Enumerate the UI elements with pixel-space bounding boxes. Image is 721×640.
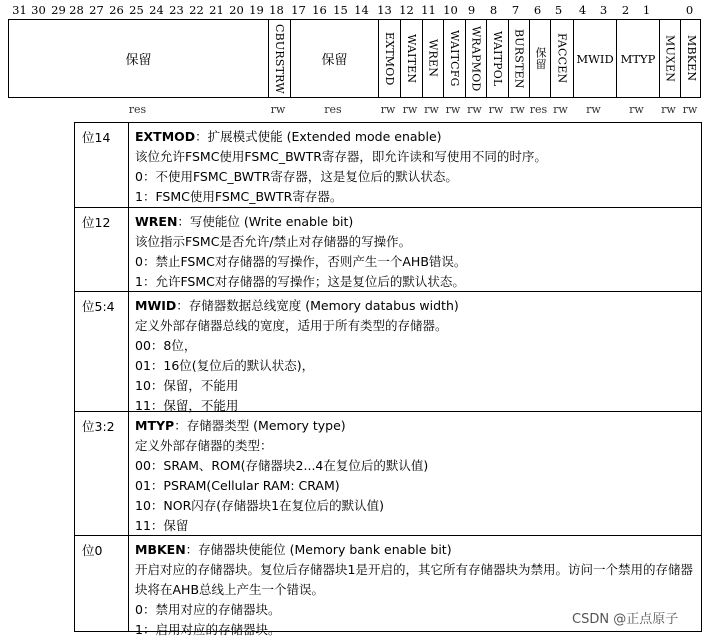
- bit-number: 1: [642, 3, 651, 17]
- bit-number: 18: [269, 3, 284, 17]
- description-line: 该位允许FSMC使用FSMC_BWTR寄存器，即允许读和写使用不同的时序。: [135, 149, 547, 164]
- description-line: 0：禁用对应的存储器块。: [135, 602, 281, 617]
- description-line: 11：保留，不能用: [135, 398, 239, 413]
- description-line: 00：8位，: [135, 338, 197, 353]
- description-line: 0：不使用FSMC_BWTR寄存器，这是复位后的默认状态。: [135, 169, 458, 184]
- bit-number: 22: [189, 3, 204, 17]
- field-name: EXTMOD: [135, 129, 196, 144]
- bit-number: 17: [291, 3, 306, 17]
- description-content: [135, 296, 695, 416]
- access-label: rw: [510, 103, 525, 116]
- column-divider: [128, 123, 129, 207]
- column-divider: [128, 208, 129, 291]
- description-row-mtyp: [75, 411, 701, 535]
- field-name: MTYP: [135, 418, 175, 433]
- bit-number: 0: [685, 3, 694, 17]
- bit-number: 28: [69, 3, 84, 17]
- bit-number: 6: [533, 3, 542, 17]
- field-name: MWID: [135, 298, 177, 313]
- field-label: 保留: [321, 53, 348, 68]
- bit-number: 11: [421, 3, 436, 17]
- field-mwid: [573, 20, 616, 97]
- bit-number: 23: [169, 3, 184, 17]
- access-label: rw: [661, 103, 676, 116]
- access-label: res: [529, 103, 548, 116]
- field-faccen: [550, 20, 573, 97]
- field-label: WRAPMOD: [469, 25, 483, 92]
- field-label: WREN: [426, 39, 440, 78]
- bit-position: 位12: [82, 215, 111, 230]
- description-line: 01：PSRAM(Cellular RAM: CRAM): [135, 478, 340, 493]
- description-content: [135, 212, 695, 292]
- field-reserved-bit7: [529, 20, 550, 97]
- description-line: 10：NOR闪存(存储器块1在复位后的默认值): [135, 498, 384, 513]
- bit-number: 27: [89, 3, 104, 17]
- bit-number: 13: [377, 3, 392, 17]
- bit-description-table: [74, 122, 702, 637]
- field-label: 保留: [534, 47, 547, 70]
- access-label: res: [324, 103, 342, 116]
- description-row-wren: [75, 207, 701, 291]
- access-label: rw: [424, 103, 439, 116]
- field-title: ：写使能位 (Write enable bit): [177, 214, 354, 229]
- field-label: WAITEN: [405, 33, 418, 84]
- access-label: rw: [488, 103, 504, 116]
- field-reserved-high: [9, 20, 268, 97]
- access-label: rw: [402, 103, 418, 116]
- bit-number: 14: [354, 3, 369, 17]
- description-row-mwid: [75, 291, 701, 411]
- access-label: rw: [629, 103, 644, 116]
- field-title: ：存储器类型 (Memory type): [174, 418, 346, 433]
- register-layout-box: [8, 19, 701, 98]
- field-label: WAITPOL: [491, 30, 504, 87]
- access-label: rw: [270, 103, 286, 116]
- bit-number: 19: [249, 3, 264, 17]
- bit-number: 16: [312, 3, 327, 17]
- bit-number: 3: [599, 3, 608, 17]
- description-line: 定义外部存储器总线的宽度，适用于所有类型的存储器。: [135, 318, 448, 333]
- access-label: rw: [586, 103, 601, 116]
- field-name: MBKEN: [135, 542, 186, 557]
- description-line: 1：启用对应的存储器块。: [135, 622, 281, 637]
- description-line: 11：保留: [135, 518, 189, 533]
- description-heading: [135, 296, 695, 316]
- field-label: MUXEN: [663, 34, 677, 83]
- description-line: 01：16位(复位后的默认状态)，: [135, 358, 315, 373]
- field-waitpol: [486, 20, 508, 97]
- bit-position: 位5:4: [82, 299, 115, 314]
- field-label: FACCEN: [555, 33, 569, 84]
- field-title: ：存储器块使能位 (Memory bank enable bit): [185, 542, 452, 557]
- description-heading: [135, 212, 695, 232]
- description-heading: [135, 416, 695, 436]
- description-line: 定义外部存储器的类型：: [135, 438, 273, 453]
- field-label: MWID: [576, 51, 614, 66]
- field-label: CBURSTRW: [273, 23, 286, 94]
- description-content: [135, 127, 695, 207]
- bit-number: 30: [31, 3, 46, 17]
- access-label: rw: [467, 103, 482, 116]
- bit-position: 位3:2: [82, 419, 115, 434]
- bit-number: 20: [229, 3, 244, 17]
- field-title: ：扩展模式使能 (Extended mode enable): [195, 129, 442, 144]
- field-extmod: [378, 20, 400, 97]
- bit-number: 15: [333, 3, 348, 17]
- description-content: [135, 416, 695, 536]
- bit-number: 21: [209, 3, 224, 17]
- field-label: MTYP: [620, 51, 656, 66]
- field-label: BURSTEN: [512, 28, 526, 89]
- description-line: 10：保留，不能用: [135, 378, 239, 393]
- bit-number: 31: [12, 3, 27, 17]
- bit-number: 9: [467, 3, 476, 17]
- column-divider: [128, 412, 129, 535]
- bit-number: 25: [129, 3, 144, 17]
- bit-number: 7: [511, 3, 520, 17]
- access-label: rw: [682, 103, 698, 116]
- description-heading: [135, 540, 695, 560]
- watermark-text: CSDN @正点原子: [572, 612, 679, 627]
- field-waiten: [400, 20, 422, 97]
- field-name: WREN: [135, 214, 178, 229]
- bit-number: 10: [443, 3, 458, 17]
- field-muxen: [659, 20, 680, 97]
- field-label: MBKEN: [685, 35, 698, 82]
- bit-position: 位14: [82, 130, 111, 145]
- field-mtyp: [616, 20, 659, 97]
- description-line: 00：SRAM、ROM(存储器块2...4在复位后的默认值): [135, 458, 429, 473]
- field-wrapmod: [465, 20, 486, 97]
- bit-position: 位0: [82, 543, 103, 558]
- field-label: 保留: [125, 53, 152, 68]
- field-waitcfg: [443, 20, 465, 97]
- column-divider: [128, 292, 129, 411]
- field-bursten: [508, 20, 529, 97]
- description-line: 1：允许FSMC对存储器的写操作；这是复位后的默认状态。: [135, 274, 465, 289]
- access-label: res: [128, 103, 147, 116]
- field-cburstrw: [268, 20, 290, 97]
- description-row-extmod: [75, 123, 701, 207]
- bit-number: 2: [621, 3, 630, 17]
- bit-number: 12: [399, 3, 414, 17]
- description-line: 0：禁止FSMC对存储器的写操作，否则产生一个AHB错误。: [135, 254, 467, 269]
- bit-number: 8: [489, 3, 498, 17]
- field-reserved-mid: [290, 20, 378, 97]
- column-divider: [128, 536, 129, 631]
- field-wren: [422, 20, 443, 97]
- description-line: 该位指示FSMC是否允许/禁止对存储器的写操作。: [135, 234, 412, 249]
- bit-number: 26: [109, 3, 124, 17]
- bit-number: 29: [51, 3, 66, 17]
- description-line: 开启对应的存储器块。复位后存储器块1是开启的，其它所有存储器块为禁用。访问一个禁用的存储器块将在AHB总线上产生一个错误。: [135, 562, 693, 597]
- description-heading: [135, 127, 695, 147]
- description-line: 1：FSMC使用FSMC_BWTR寄存器。: [135, 189, 343, 204]
- bit-number: 24: [149, 3, 164, 17]
- field-title: ：存储器数据总线宽度 (Memory databus width): [176, 298, 459, 313]
- access-label: rw: [445, 103, 461, 116]
- field-mbken: [680, 20, 702, 97]
- bit-number: 4: [578, 3, 587, 17]
- field-label: EXTMOD: [383, 31, 396, 86]
- field-label: WAITCFG: [448, 30, 461, 87]
- access-label: rw: [380, 103, 396, 116]
- access-label: rw: [553, 103, 568, 116]
- bit-number: 5: [554, 3, 563, 17]
